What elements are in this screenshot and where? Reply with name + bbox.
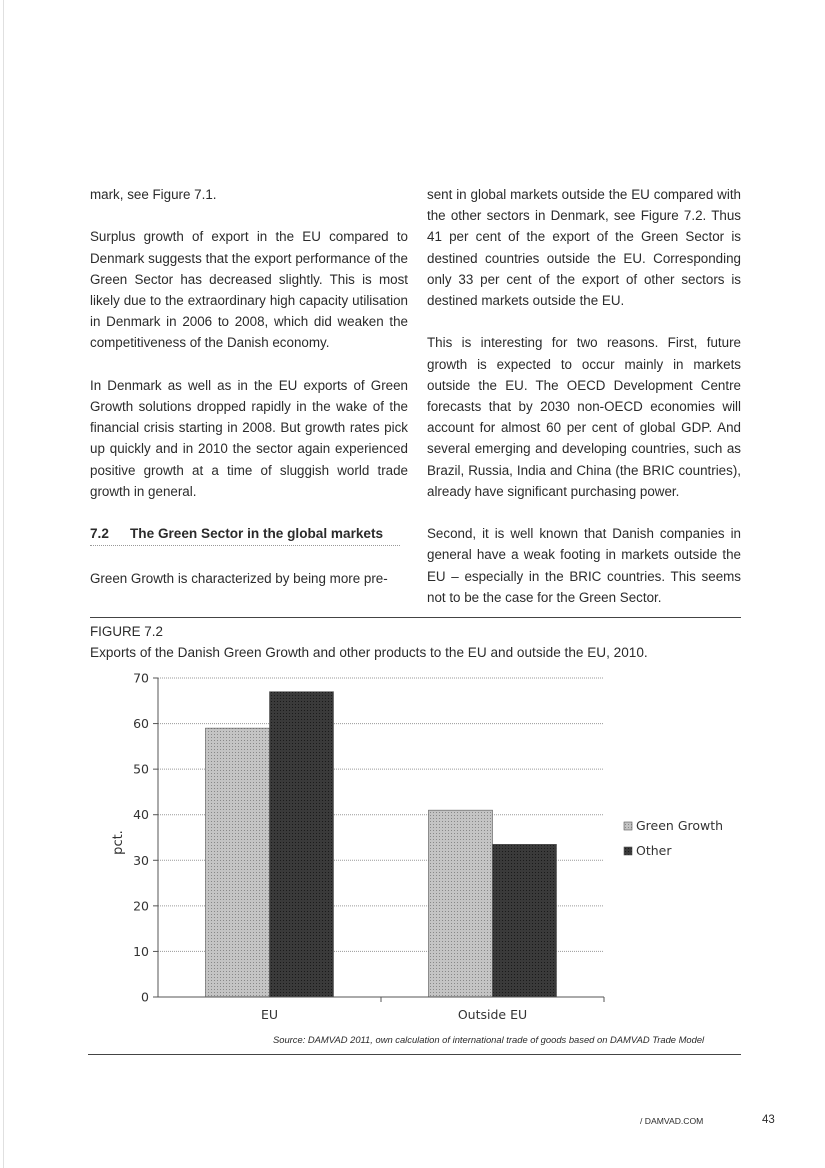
bar-green-growth-eu [206,728,270,997]
figure-top-rule [90,617,741,618]
section-number: 7.2 [90,526,109,542]
figure-label: FIGURE 7.2 [90,624,163,639]
y-tick-label: 40 [133,807,149,823]
y-tick-label: 10 [133,943,149,959]
section-title: The Green Sector in the global markets [130,526,384,542]
paragraph: sent in global markets outside the EU compared with the other sectors in Denmark, see Figure 7.2. Thus 41 per cent of the export of the Green Sector is destined countries outside the EU. Corresponding only 33 per cent of the export of other sectors is destined markets outside the EU. [427,187,741,309]
left-column [90,184,408,610]
paragraph: Surplus growth of export in the EU compared to Denmark suggests that the export performance of the Green Sector has decreased slightly. This is most likely due to the extraordinary high capacity utilisation in Denmark in 2006 to 2008, which did weaken the competitiveness of the Danish economy. [90,229,408,351]
y-tick-label: 50 [133,761,149,777]
right-column [427,184,741,629]
section-heading [90,523,400,546]
y-tick-label: 0 [141,989,149,1005]
page-number: 43 [762,1114,775,1126]
figure-source: Source: DAMVAD 2011, own calculation of international trade of goods based on DAMVAD Trade Model [273,1034,705,1045]
paragraph: Second, it is well known that Danish companies in general have a weak footing in markets outside the EU – especially in the BRIC countries. This seems not to be the case for the Green Sector. [427,526,741,605]
footer-website: / DAMVAD.COM [640,1116,704,1126]
y-tick-label: 20 [133,898,149,914]
legend-label: Other [636,843,672,858]
y-tick-label: 60 [133,716,149,732]
paragraph: mark, see Figure 7.1. [90,187,217,202]
x-tick-label: EU [260,1007,279,1022]
bar-chart [100,668,740,1028]
legend-swatch [624,822,632,830]
y-tick-label: 30 [133,852,149,868]
figure-bottom-rule [88,1054,741,1055]
x-tick-label: Outside EU [457,1007,528,1022]
paragraph: Green Growth is characterized by being more pre- [90,570,388,586]
legend-label: Green Growth [636,818,724,833]
bar-other-eu [270,692,334,997]
paragraph: In Denmark as well as in the EU exports of Green Growth solutions dropped rapidly in the wake of the financial crisis starting in 2008. But growth rates pick up quickly and in 2010 the sector again experienced positive growth at a time of sluggish world trade growth in general. [90,377,408,499]
scan-margin-line [3,0,4,1168]
bar-other-outside-eu [493,844,557,997]
figure-caption: Exports of the Danish Green Growth and other products to the EU and outside the EU, 2010. [90,645,648,660]
paragraph: This is interesting for two reasons. First, future growth is expected to occur mainly in markets outside the EU. The OECD Development Centre forecasts that by 2030 non-OECD economies will account for almost 60 per cent of global GDP. And several emerging and developing countries, such as Brazil, Russia, India and China (the BRIC countries), already have significant purchasing power. [427,335,741,499]
y-axis-label: pct. [111,830,126,855]
legend-swatch [624,847,632,855]
y-tick-label: 70 [133,670,149,686]
bar-green-growth-outside-eu [429,810,493,997]
